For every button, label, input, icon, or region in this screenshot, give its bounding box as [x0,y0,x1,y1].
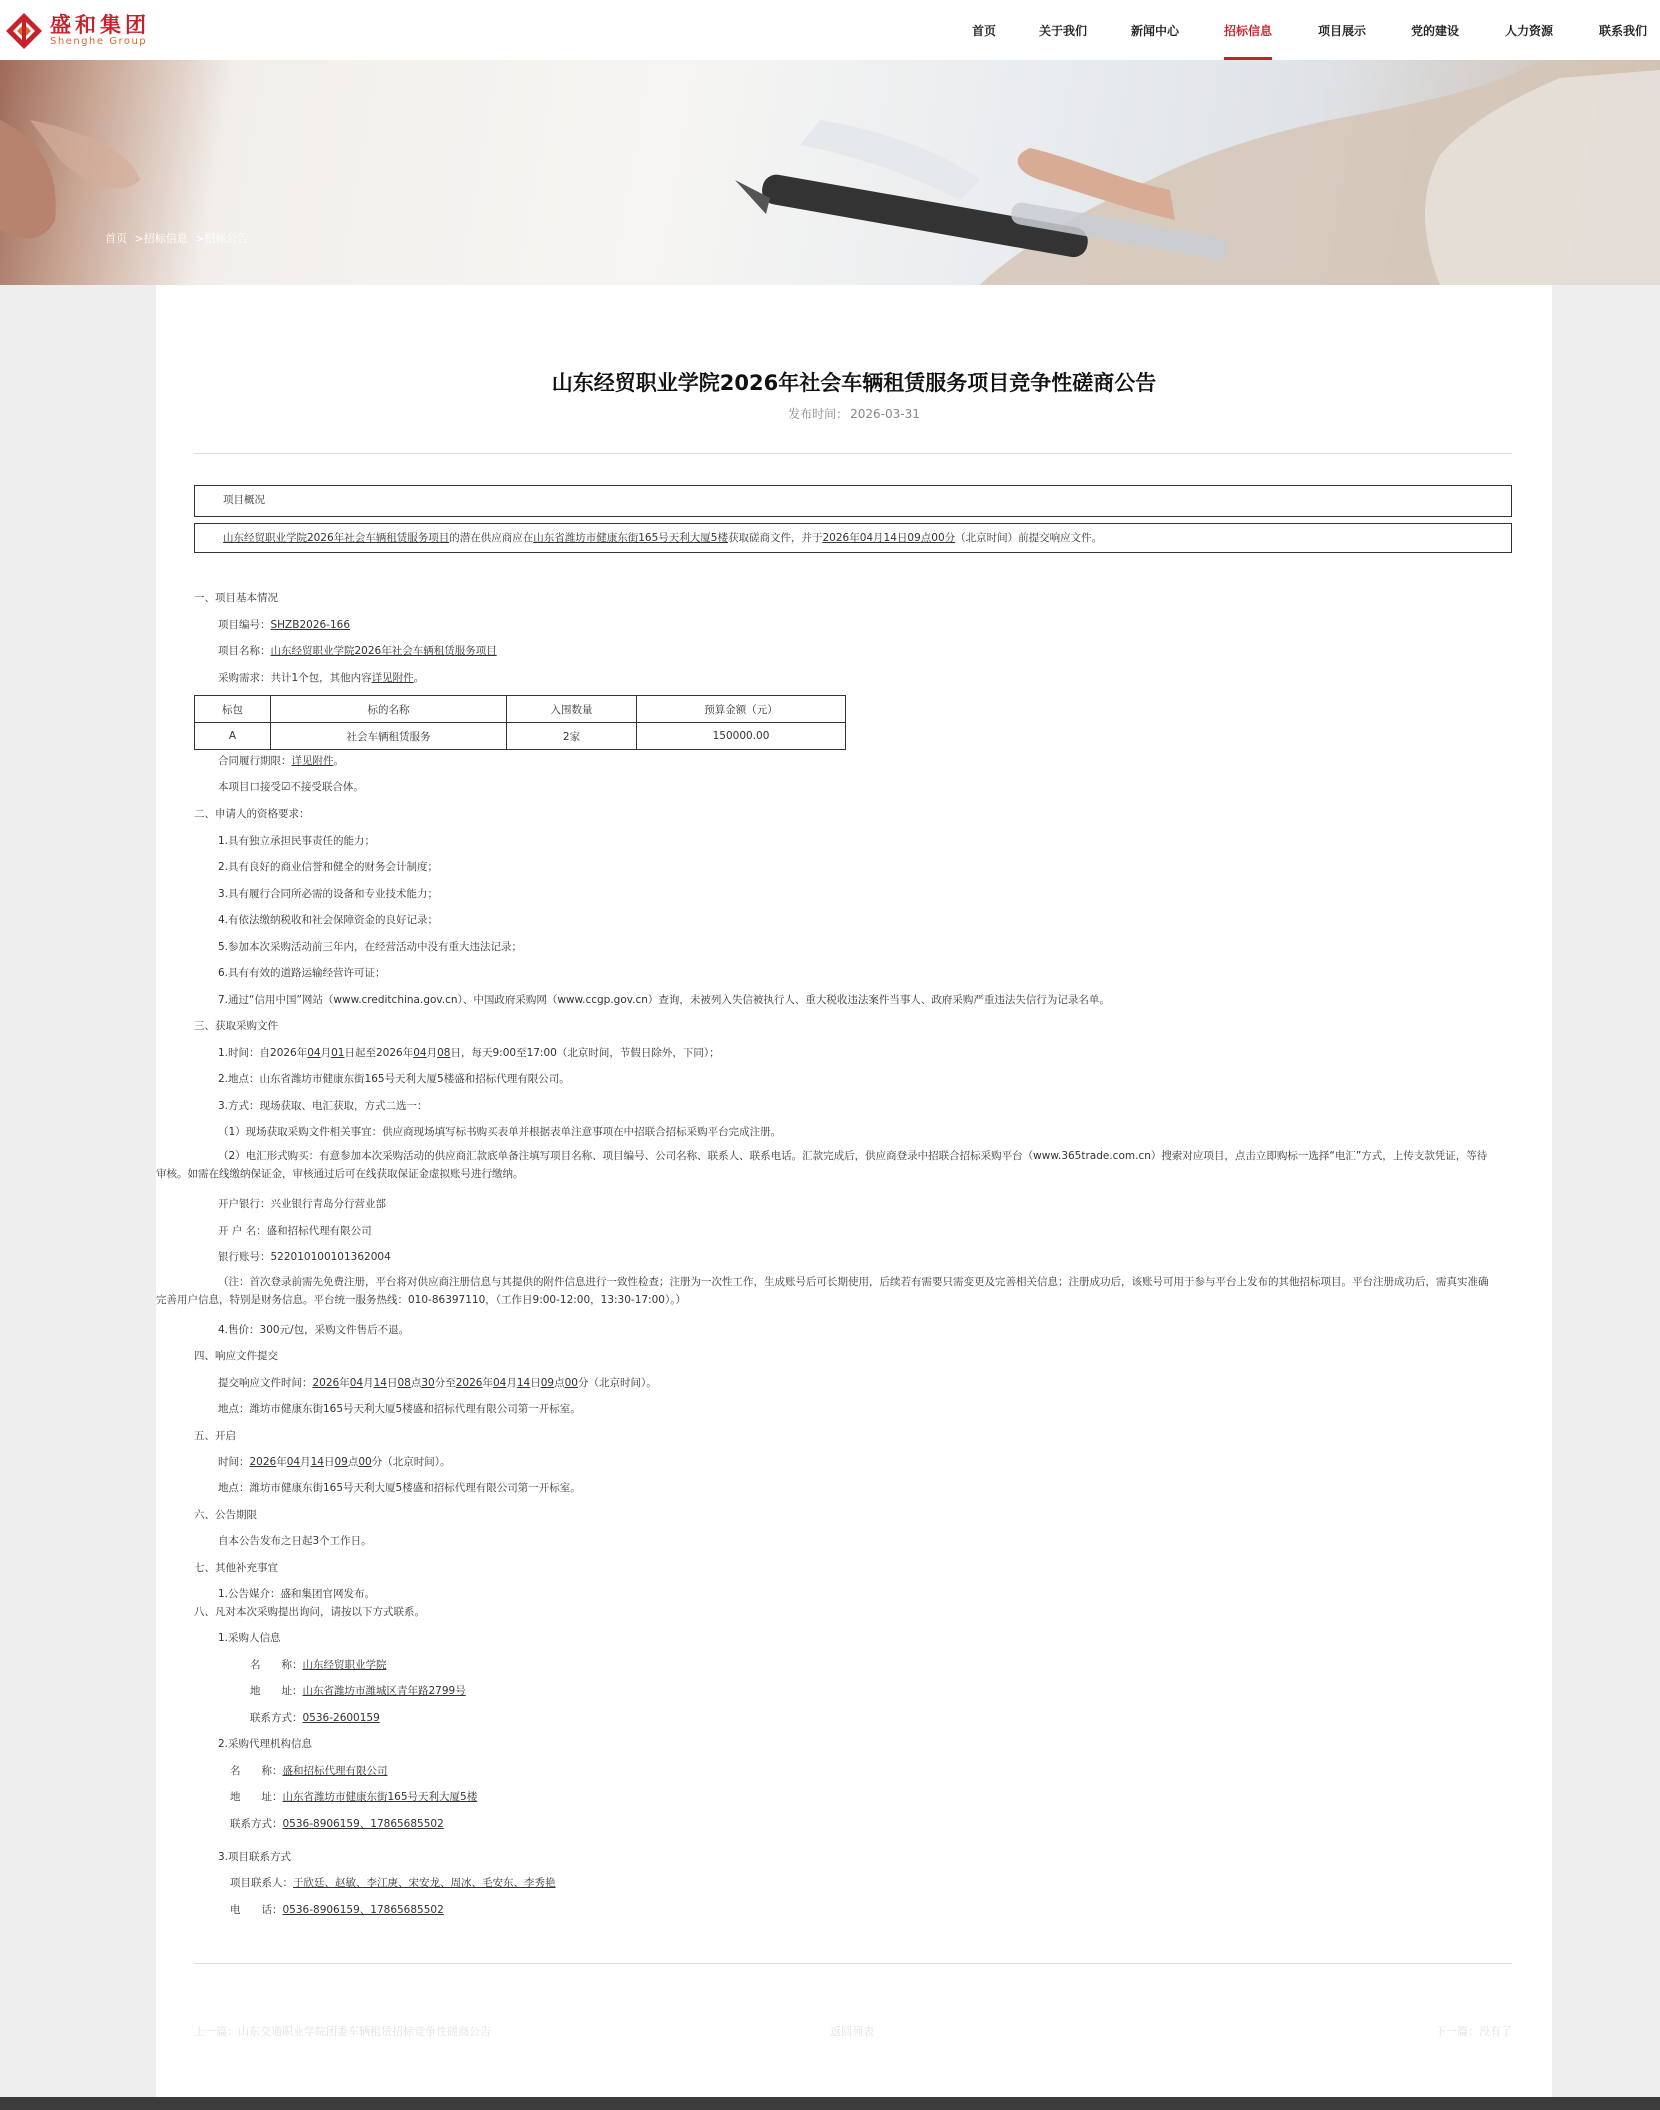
prev-article-link[interactable]: 上一篇：山东交通职业学院团委车辆租赁招标竞争性磋商公告 [194,2025,491,2038]
section-3-heading: 三、获取采购文件 [194,1020,278,1032]
document-price: 4.售价：300元/包，采购文件售后不退。 [218,1324,410,1336]
section-5-heading: 五、开启 [194,1430,236,1442]
account-name: 开 户 名：盛和招标代理有限公司 [218,1225,372,1237]
opening-month: 04 [286,1456,301,1468]
col-quantity: 入围数量 [507,696,637,723]
article-title: 山东经贸职业学院2026年社会车辆租赁服务项目竞争性磋商公告 [551,371,1157,395]
opening-time [218,1455,450,1469]
obtain-place: 2.地点：山东省潍坊市健康东街165号天利大厦5楼盛和招标代理有限公司。 [218,1073,570,1085]
breadcrumb-announcements[interactable]: >招标公告 [195,232,249,245]
breadcrumb [105,230,252,246]
overview-text-3: （北京时间）前提交响应文件。 [955,532,1103,544]
submission-time-text: 点 [410,1377,422,1389]
logo-diamond-icon [4,11,44,51]
qualification-item: 7.通过“信用中国”网站（www.creditchina.gov.cn）、中国政府采购网（www.ccgp.gov.cn）查询，未被列入失信被执行人、重大税收违法案件当事人、政府采购严重违法失信行为记录名单。 [218,994,1110,1006]
opening-time-text: 分 [371,1456,383,1468]
submission-time [218,1376,657,1390]
publication-media: 1.公告媒介：盛和集团官网发布。 [218,1588,376,1600]
qualification-item: 1.具有独立承担民事责任的能力； [218,835,376,847]
purchaser-name-label: 名 称： [250,1659,303,1671]
section-1-heading: 一、项目基本情况 [194,592,278,604]
overview-text-2: 获取磋商文件，并于 [727,532,823,544]
opening-time-text: 日 [323,1456,335,1468]
purchaser-name [250,1658,387,1672]
obtain-time-month: 04 [307,1047,321,1059]
nav-about[interactable]: 关于我们 [1039,24,1088,38]
project-number-value: SHZB2026-166 [270,619,351,631]
method-onsite: （1）现场获取采购文件相关事宜：供应商现场填写标书购买表单并根据表单注意事项在中招联合招标采购平台完成注册。 [218,1126,782,1138]
submission-year: 2026 [455,1377,483,1389]
cell-item-name: 社会车辆租赁服务 [271,723,507,750]
cell-quantity: 2家 [507,723,637,750]
project-number-label: 项目编号： [218,619,271,631]
opening-day: 14 [310,1456,324,1468]
method-wire: （2）电汇形式购买：有意参加本次采购活动的供应商汇款底单备注填写项目名称、项目编号、公司名称、联系人、联系电话。汇款完成后，供应商登录中招联合招标采购平台（www.365trade.com.cn）搜索对应项目，点击立即购标一选择“电汇”方式，上传支款凭证，等待审核。如需在线缴纳保证金，审核通过后可在线获取保证金虚拟账号进行缴纳。 [156,1150,1488,1180]
nav-hr[interactable]: 人力资源 [1505,24,1554,38]
section-6-heading: 六、公告期限 [194,1509,257,1521]
submission-time-text: 日 [386,1377,398,1389]
publish-date-value: 2026-03-31 [850,407,920,421]
obtain-time-text: 1.时间：自2026年 [218,1047,308,1059]
project-contact-heading: 3.项目联系方式 [218,1851,292,1863]
col-item-name: 标的名称 [271,696,507,723]
agency-name-value: 盛和招标代理有限公司 [282,1765,388,1777]
project-name-label: 项目名称： [218,645,271,657]
cell-budget: 150000.00 [637,723,846,750]
title-divider [194,453,1512,454]
opening-time-text: 月 [300,1456,311,1468]
nav-projects[interactable]: 项目展示 [1318,24,1367,38]
submission-time-text: （北京时间）。 [588,1377,657,1389]
submission-time-text: 提交响应文件时间： [218,1377,313,1389]
procurement-need-label: 采购需求：共计1个包，其他内容 [218,672,372,684]
article-panel [156,285,1552,2103]
publish-date [156,405,1552,422]
overview-project: 山东经贸职业学院2026年社会车辆租赁服务项目 [223,532,450,544]
submission-hour: 09 [540,1377,555,1389]
overview-heading: 项目概况 [223,494,265,506]
nav-contact[interactable]: 联系我们 [1599,24,1648,38]
overview-summary-box [194,523,1512,553]
opening-time-text: 点 [347,1456,359,1468]
obtain-time-text: 月 [320,1047,332,1059]
registration-note: （注：首次登录前需先免费注册，平台将对供应商注册信息与其提供的附件信息进行一致性检查；注册为一次性工作，生成账号后可长期使用，后续若有需要只需变更及完善相关信息；注册成功后，该账号可用于参与平台上发布的其他招标项目。平台注册成功后，需真实准确完善用户信息，特别是财务信息。平台统一服务热线：010-86397110，（工作日9:00-12:00，13:30-17:00）。） [156,1276,1489,1306]
section-8-heading: 八、凡对本次采购提出询问，请按以下方式联系。 [194,1606,425,1618]
submission-minute: 30 [421,1377,435,1389]
nav-news[interactable]: 新闻中心 [1131,24,1180,38]
nav-tenders[interactable]: 招标信息 [1224,0,1272,60]
qualification-item: 5.参加本次采购活动前三年内，在经营活动中没有重大违法记录； [218,941,523,953]
submission-month: 04 [349,1377,364,1389]
obtain-time [218,1046,720,1060]
submission-time-text: 年 [339,1377,350,1389]
footer-divider [194,1963,1512,1964]
overview-deadline: 2026年04月14日09点00分 [822,532,956,544]
submission-time-text: 月 [506,1377,517,1389]
agency-name-label: 名 称： [230,1765,283,1777]
breadcrumb-tenders[interactable]: >招标信息 [134,232,188,245]
submission-day: 14 [373,1377,387,1389]
logo-name-en: Shenghe Group [50,36,148,47]
submission-minute: 00 [564,1377,578,1389]
purchaser-heading: 1.采购人信息 [218,1632,281,1644]
submission-place: 地点：潍坊市健康东街165号天利大厦5楼盛和招标代理有限公司第一开标室。 [218,1403,581,1415]
opening-time-text: 时间： [218,1456,250,1468]
overview-address: 山东省潍坊市健康东街165号天利大厦5楼 [533,532,728,544]
opening-time-text: 年 [276,1456,287,1468]
submission-hour: 08 [397,1377,411,1389]
nav-party[interactable]: 党的建设 [1411,24,1460,38]
breadcrumb-home[interactable]: 首页 [105,232,127,245]
agency-address-value: 山东省潍坊市健康东街165号天利大厦5楼 [282,1791,478,1803]
next-article-link[interactable]: 下一篇：没有了 [1435,2025,1512,2038]
agency-address-label: 地 址： [230,1791,283,1803]
submission-time-text: 年 [482,1377,493,1389]
section-2-heading: 二、申请人的资格要求： [194,808,310,820]
qualification-item: 2.具有良好的商业信誉和健全的财务会计制度； [218,861,439,873]
submission-day: 14 [516,1377,531,1389]
opening-time-text: （北京时间）。 [382,1456,451,1468]
purchaser-contact [250,1711,380,1725]
contract-term-label: 合同履行期限： [218,755,292,767]
submission-time-text: 点 [554,1377,565,1389]
agency-contact [230,1817,444,1831]
submission-month: 04 [492,1377,507,1389]
contract-term [218,754,344,768]
submission-time-text: 日 [530,1377,541,1389]
project-name-value: 山东经贸职业学院2026年社会车辆租赁服务项目 [270,645,497,657]
contract-term-end: 。 [333,755,344,767]
account-number: 银行账号：522010100101362004 [218,1251,391,1263]
project-number [218,618,350,632]
col-budget: 预算金额（元） [637,696,846,723]
project-contact-people-value: 于欣廷、赵敏、李江庚、宋安龙、周冰、毛安东、李秀艳 [293,1877,556,1889]
notice-period: 自本公告发布之日起3个工作日。 [218,1535,372,1547]
cell-package: A [195,723,271,750]
submission-year: 2026 [312,1377,340,1389]
qualification-item: 3.具有履行合同所必需的设备和专业技术能力； [218,888,439,900]
col-package: 标包 [195,696,271,723]
agency-name [230,1764,388,1778]
submission-time-text: 分 [577,1377,589,1389]
table-header-row [195,696,846,723]
project-contact-people-label: 项目联系人： [230,1877,293,1889]
bid-package-table [194,695,846,750]
opening-place: 地点：潍坊市健康东街165号天利大厦5楼盛和招标代理有限公司第一开标室。 [218,1482,581,1494]
hero-banner [0,60,1660,285]
procurement-need-link[interactable]: 详见附件 [371,672,414,684]
site-header [0,0,1660,60]
purchaser-contact-label: 联系方式： [250,1712,303,1724]
purchaser-address-value: 山东省潍坊市潍城区青年路2799号 [302,1685,466,1697]
project-contact-phone [230,1903,444,1917]
obtain-time-day: 01 [331,1047,345,1059]
bank-name: 开户银行：兴业银行青岛分行营业部 [218,1198,386,1210]
nav-home[interactable]: 首页 [972,24,997,38]
project-name [218,644,497,658]
submission-time-text: 分至 [434,1377,456,1389]
agency-contact-label: 联系方式： [230,1818,283,1830]
back-to-list-link[interactable]: 返回列表 [830,2025,874,2038]
opening-year: 2026 [249,1456,277,1468]
project-contact-people [230,1876,556,1890]
submission-time-text: 月 [363,1377,374,1389]
logo[interactable] [4,12,164,50]
joint-venture-note: 本项目口接受☑不接受联合体。 [218,781,364,793]
project-contact-phone-label: 电 话： [230,1904,283,1916]
obtain-time-day: 08 [437,1047,451,1059]
logo-name-cn: 盛和集团 [50,12,150,37]
obtain-time-text: 月 [426,1047,438,1059]
section-4-heading: 四、响应文件提交 [194,1350,278,1362]
banner-photo [0,60,1660,285]
procurement-need-end: 。 [413,672,425,684]
purchaser-address [250,1684,466,1698]
obtain-time-text: 日，每天9:00至17:00（北京时间，节假日除外，下同）； [450,1047,720,1059]
obtain-time-month: 04 [413,1047,427,1059]
overview-text-1: 的潜在供应商应在 [449,532,534,544]
qualification-item: 4.有依法缴纳税收和社会保障资金的良好记录； [218,914,439,926]
agency-address [230,1790,477,1804]
publish-date-label: 发布时间： [788,407,849,421]
opening-minute: 00 [358,1456,372,1468]
section-7-heading: 七、其他补充事宜 [194,1562,278,1574]
obtain-time-text: 日起至2026年 [344,1047,414,1059]
opening-hour: 09 [334,1456,348,1468]
obtain-method: 3.方式：现场获取、电汇获取，方式二选一： [218,1100,428,1112]
purchaser-contact-value: 0536-2600159 [302,1712,380,1724]
site-footer [0,2097,1660,2110]
procurement-need [218,671,424,685]
purchaser-name-value: 山东经贸职业学院 [302,1659,387,1671]
purchaser-address-label: 地 址： [250,1685,303,1697]
project-contact-phone-value: 0536-8906159、17865685502 [282,1904,444,1916]
agency-heading: 2.采购代理机构信息 [218,1738,313,1750]
agency-contact-value: 0536-8906159、17865685502 [282,1818,444,1830]
table-row [195,723,846,750]
contract-term-link[interactable]: 详见附件 [291,755,334,767]
qualification-item: 6.具有有效的道路运输经营许可证； [218,967,386,979]
overview-heading-box [194,485,1512,517]
